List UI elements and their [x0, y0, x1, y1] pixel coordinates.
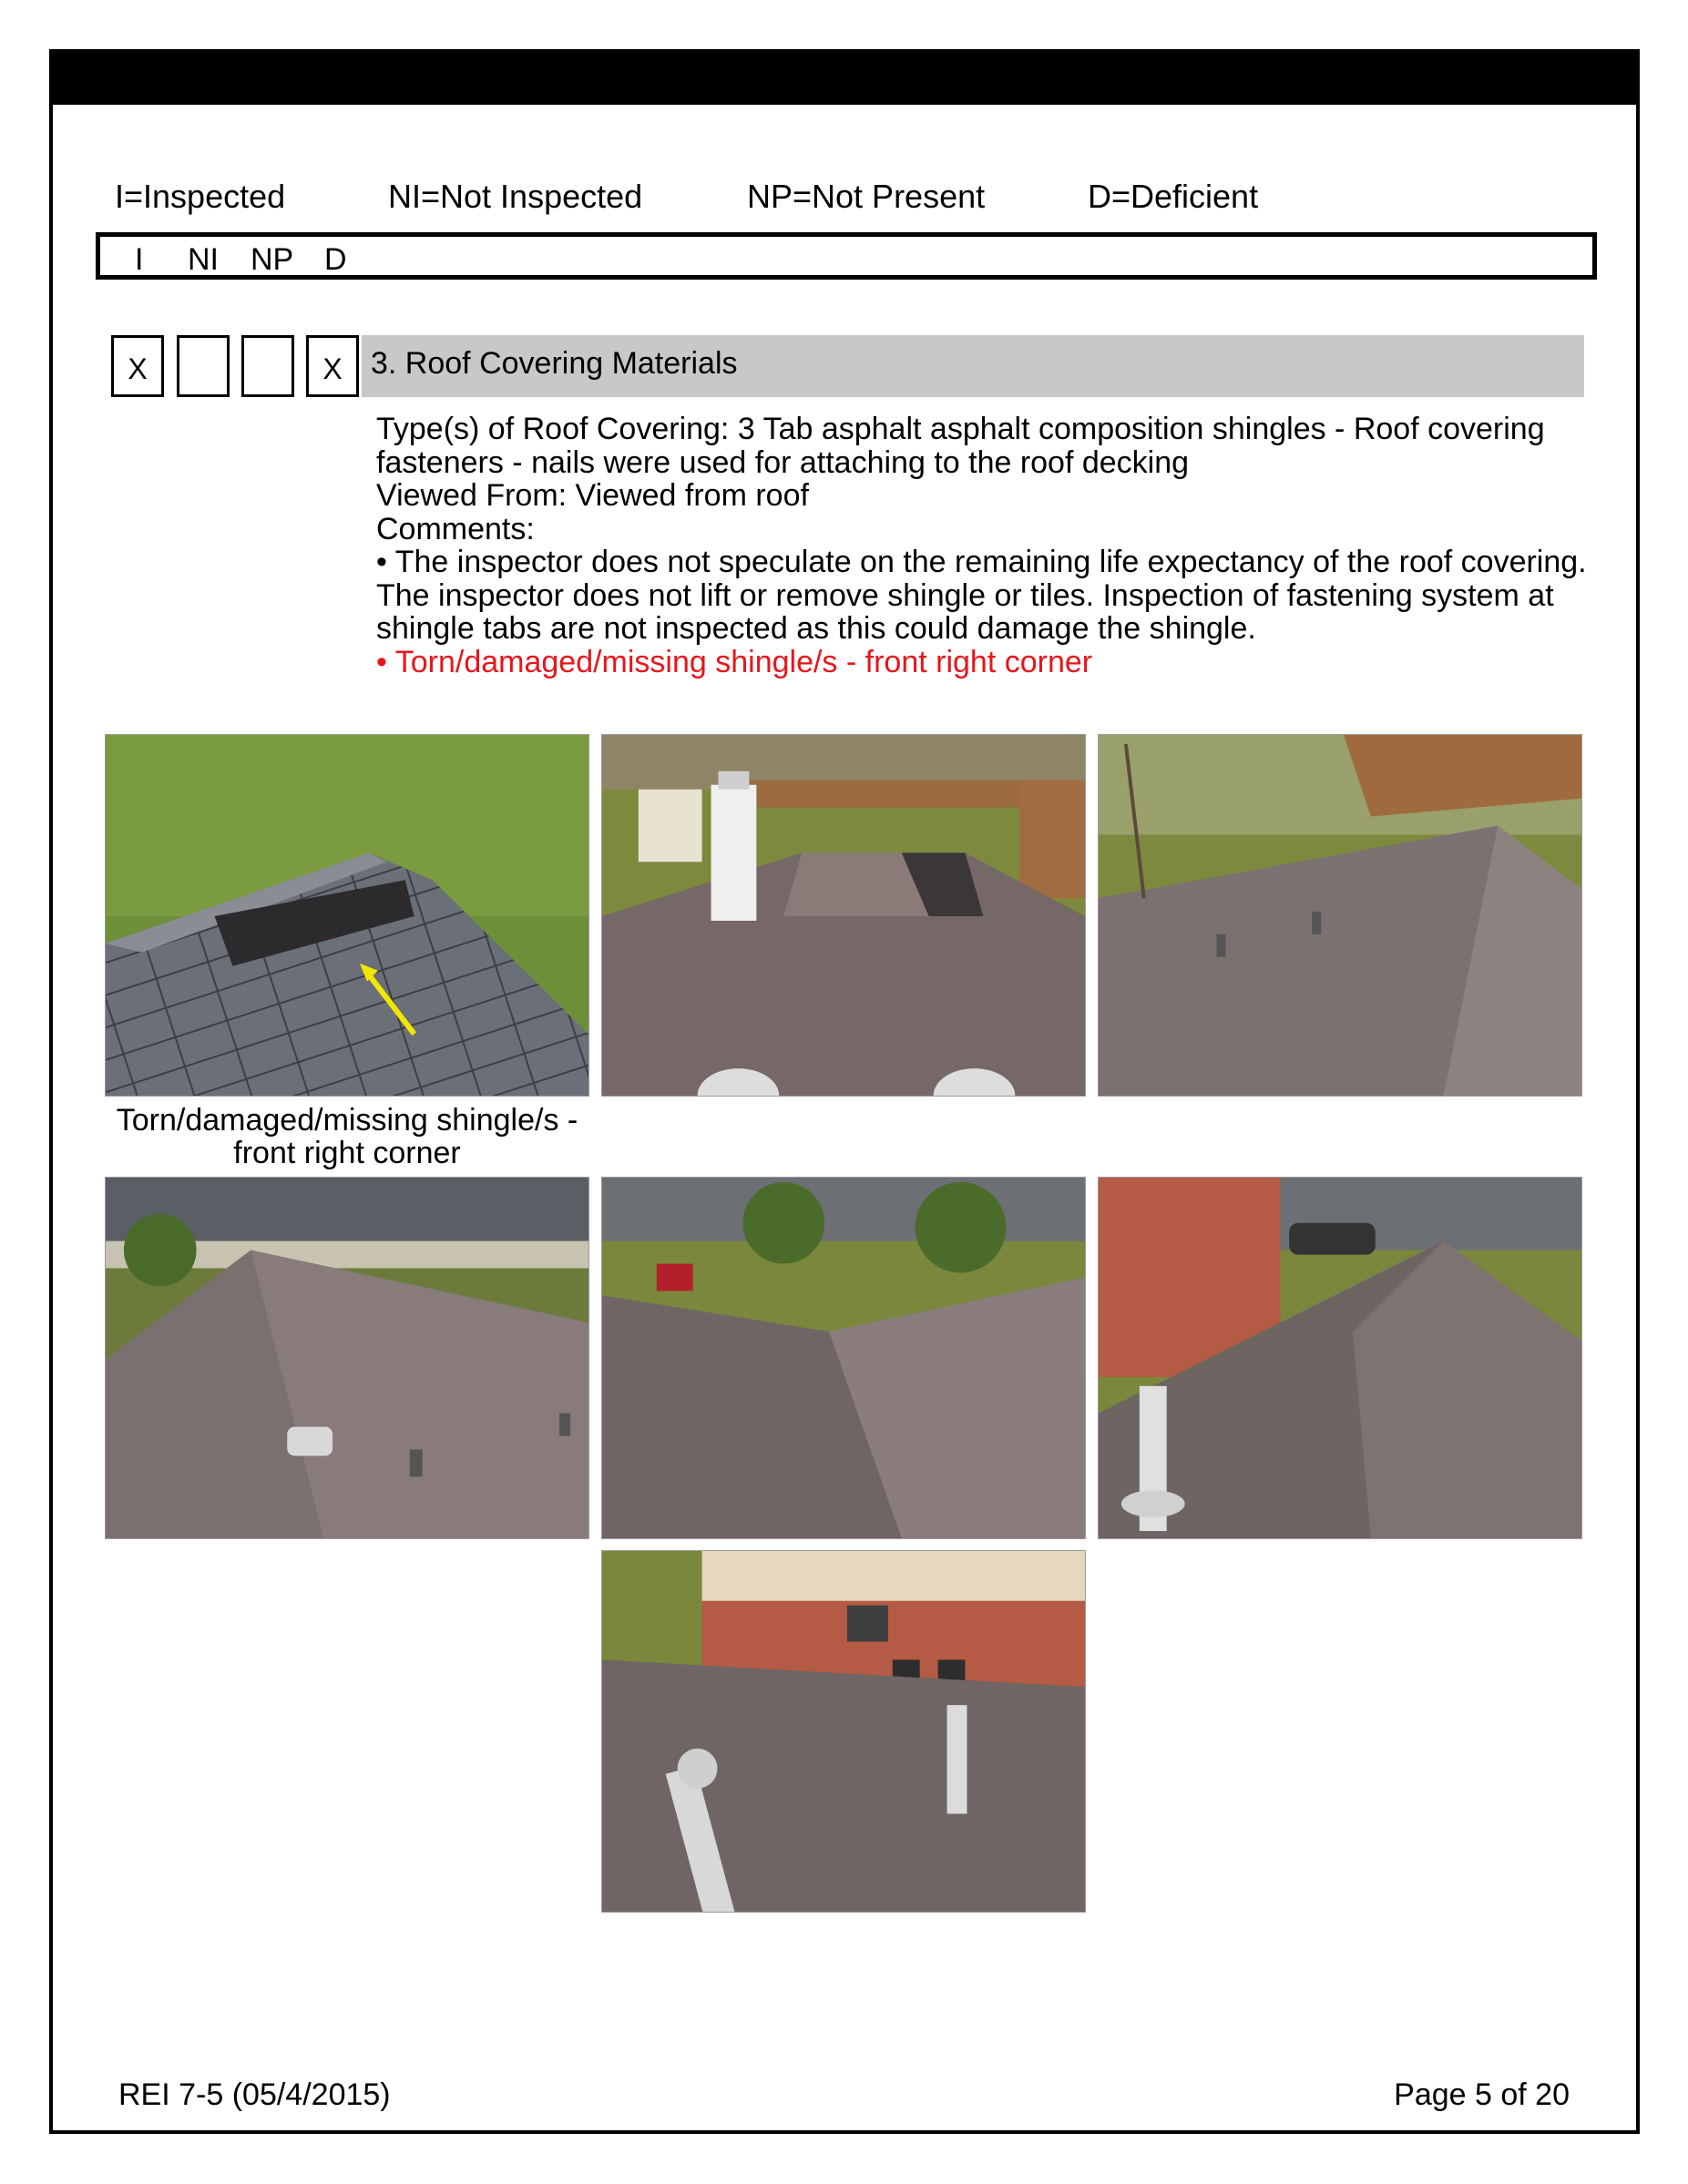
viewed-from: Viewed From: Viewed from roof: [376, 478, 809, 513]
form-number: REI 7-5 (05/4/2015): [118, 2077, 391, 2112]
section-header: [362, 335, 1584, 397]
photo-1-caption: Torn/damaged/missing shingle/s - front right corner: [116, 1103, 578, 1170]
checkbox-inspected[interactable]: X: [111, 335, 164, 397]
header-bar: [49, 49, 1640, 105]
checkbox-not-inspected[interactable]: [177, 335, 230, 397]
column-header-box: [96, 232, 1597, 280]
section-body: [376, 413, 1588, 679]
checkbox-not-present[interactable]: [241, 335, 294, 397]
roof-photo-2[interactable]: [601, 734, 1086, 1097]
section-title: 3. Roof Covering Materials: [371, 346, 738, 381]
checkbox-deficient[interactable]: X: [306, 335, 359, 397]
legend-not-inspected: NI=Not Inspected: [388, 178, 643, 215]
page-number: Page 5 of 20: [1394, 2077, 1570, 2112]
legend-deficient: D=Deficient: [1088, 178, 1259, 215]
comment-disclaimer: • The inspector does not speculate on the remaining life expectancy of the roof covering. The inspector does not lift or remove shingle or tiles. Inspection of fastening system at shingle tabs are not inspected as this could damage the shingle.: [376, 545, 1587, 646]
roof-photo-7[interactable]: [601, 1550, 1086, 1913]
legend-inspected: I=Inspected: [115, 178, 286, 215]
roof-photo-6[interactable]: [1098, 1177, 1582, 1539]
column-header-d: D: [324, 242, 347, 277]
roof-photo-5[interactable]: [601, 1177, 1086, 1539]
column-header-ni: NI: [188, 242, 219, 277]
column-header-i: I: [135, 242, 144, 277]
roof-photo-3[interactable]: [1098, 734, 1582, 1097]
deficiency-note: • Torn/damaged/missing shingle/s - front right corner: [376, 644, 1093, 679]
legend-not-present: NP=Not Present: [747, 178, 986, 215]
roof-photo-1[interactable]: [105, 734, 589, 1097]
column-header-np: NP: [251, 242, 294, 277]
roof-photo-4[interactable]: [105, 1177, 589, 1539]
roof-covering-type: Type(s) of Roof Covering: 3 Tab asphalt asphalt composition shingles - Roof covering fasteners - nails were used for attaching to the roof decking: [376, 412, 1545, 480]
comments-label: Comments:: [376, 511, 535, 546]
